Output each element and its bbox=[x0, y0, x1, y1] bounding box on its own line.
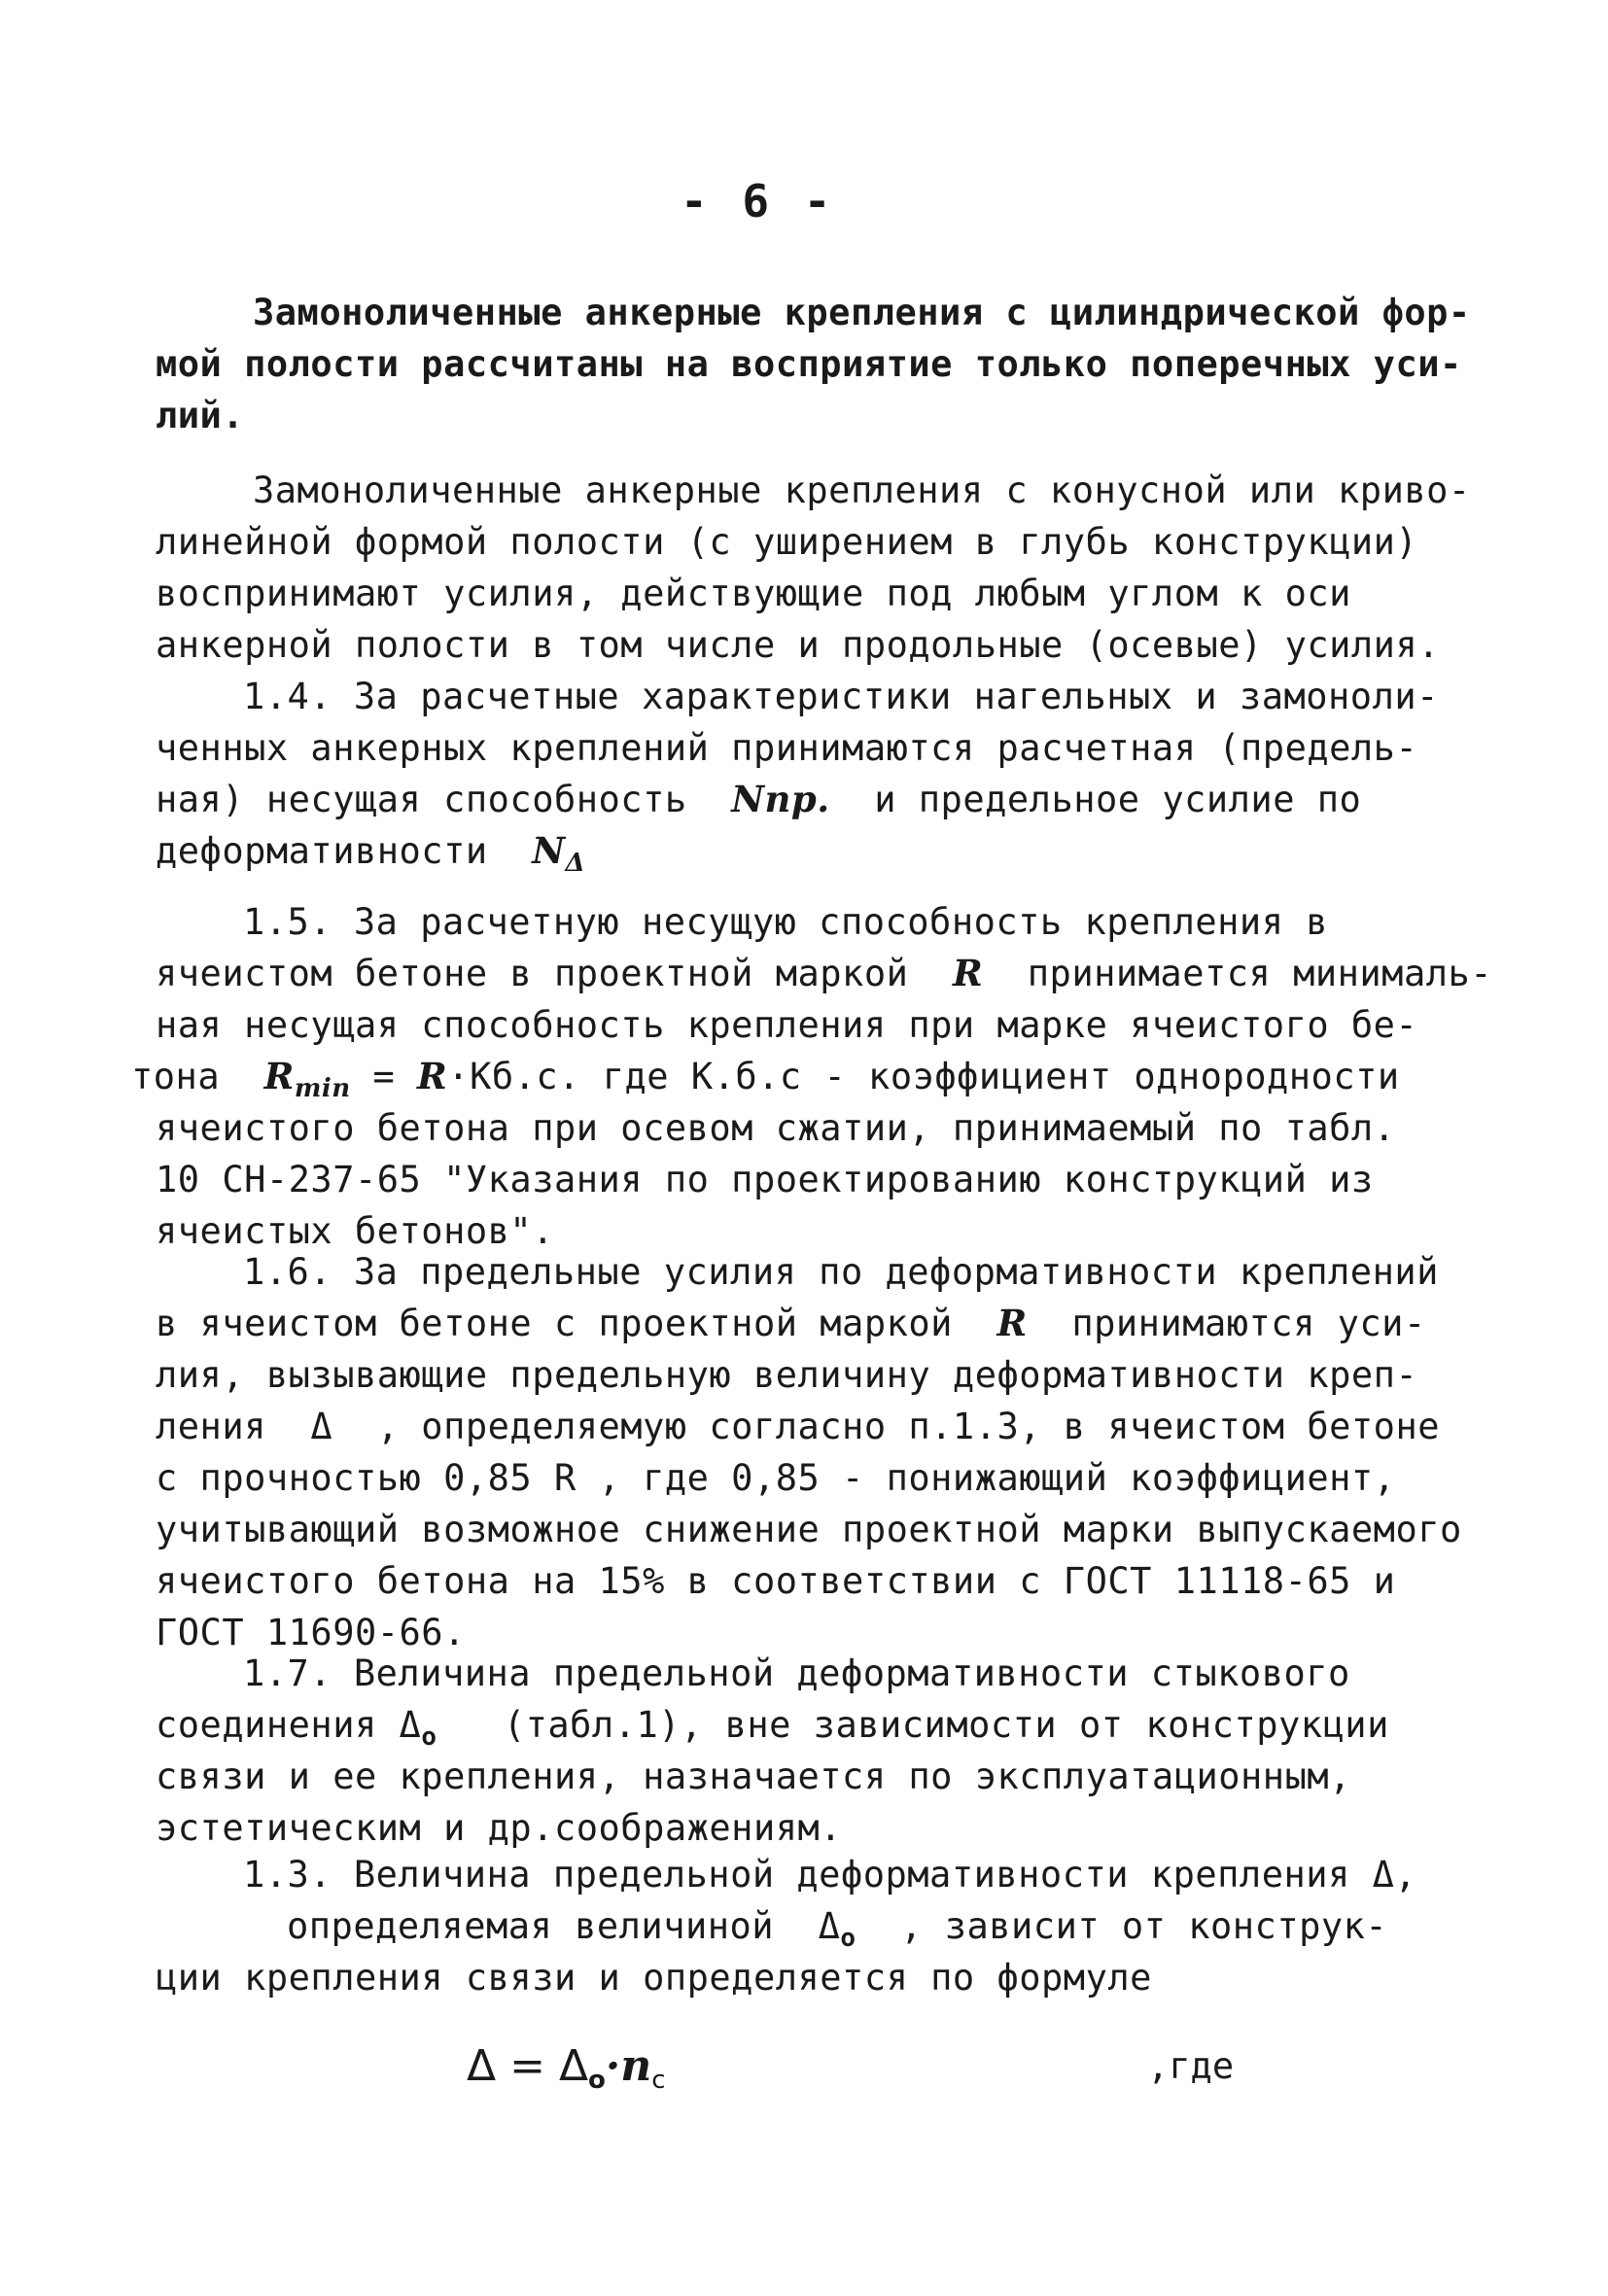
text-line: связи и ее крепления, назначается по эксплуатационным, bbox=[156, 1756, 1351, 1797]
text-line: 1.7. Величина предельной деформативности стыкового bbox=[243, 1652, 1350, 1694]
text-fragment: = bbox=[350, 1056, 418, 1097]
text-line: ГОСТ 11690-66. bbox=[156, 1612, 466, 1653]
text-fragment: тона bbox=[131, 1056, 221, 1097]
text-fragment: соединения bbox=[156, 1704, 377, 1746]
text-line: ная несущая способность крепления при марке ячеистого бе- bbox=[156, 1004, 1418, 1046]
text-line: эстетическим и др.соображениям. bbox=[156, 1807, 843, 1849]
text-fragment: принимается минималь- bbox=[1027, 953, 1493, 994]
text-fragment: , зависит от конструк- bbox=[900, 1905, 1388, 1947]
text-line: лий. bbox=[156, 395, 245, 436]
text-line: анкерной полости в том числе и продольные (осевые) усилия. bbox=[156, 624, 1441, 666]
text-line bbox=[156, 948, 1493, 999]
text-line: мой полости рассчитаны на восприятие только поперечных уси- bbox=[156, 343, 1462, 385]
text-line bbox=[156, 825, 1458, 877]
paragraph-1-4 bbox=[156, 671, 1458, 877]
paragraph-2 bbox=[156, 465, 1471, 671]
text-fragment: в ячеистом бетоне с проектной маркой bbox=[156, 1303, 953, 1344]
text-line: линейной формой полости (с уширением в глубь конструкции) bbox=[156, 521, 1418, 563]
symbol-r-min: $R_{min}$ bbox=[263, 1055, 351, 1103]
text-line: ции крепления связи и определяется по формуле bbox=[156, 1957, 1152, 1999]
text-fragment: определяемая величиной bbox=[287, 1905, 775, 1947]
text-line: ячеистого бетона на 15% в соответствии с ГОСТ 11118-65 и bbox=[156, 1560, 1396, 1602]
text-fragment: (табл.1), вне зависимости от конструкции bbox=[503, 1704, 1389, 1746]
text-line: 1.5. За расчетную несущую способность крепления в bbox=[243, 901, 1329, 943]
symbol-n-delta: $N_\Delta$ bbox=[532, 829, 586, 878]
formula bbox=[467, 2041, 1439, 2109]
paragraph-1-7 bbox=[156, 1648, 1458, 1854]
text-line: 1.4. За расчетные характеристики нагельных и замоноли- bbox=[243, 676, 1439, 717]
text-line: Замоноличенные анкерные крепления с конусной или криво- bbox=[253, 470, 1471, 511]
text-line: Замоноличенные анкерные крепления с цилиндрической фор- bbox=[253, 292, 1471, 333]
formula-where: ,где bbox=[1147, 2045, 1235, 2087]
text-line: ячеистого бетона при осевом сжатии, принимаемый по табл. bbox=[156, 1107, 1396, 1149]
text-line bbox=[156, 1298, 1458, 1349]
symbol-delta-0: $\Delta_о$ bbox=[399, 1704, 437, 1752]
text-line: ления Δ , определяемую согласно п.1.3, в ячеистом бетоне bbox=[156, 1406, 1441, 1447]
symbol-delta-0: $\Delta_о$ bbox=[818, 1905, 856, 1953]
text-fragment: деформативности bbox=[156, 830, 488, 872]
symbol-r: R bbox=[952, 952, 984, 994]
text-line: воспринимают усилия, действующие под любым углом к оси bbox=[156, 573, 1351, 614]
text-fragment: и предельное усилие по bbox=[874, 779, 1362, 820]
text-line bbox=[156, 1900, 1458, 1952]
text-line: 1.6. За предельные усилия по деформативности креплений bbox=[243, 1251, 1439, 1293]
text-line bbox=[156, 774, 1458, 825]
text-line bbox=[156, 1699, 1458, 1751]
text-line: 1.3. Величина предельной деформативности крепления Δ, bbox=[243, 1854, 1417, 1896]
symbol-n-pr: Nпр. bbox=[731, 778, 830, 820]
text-line: ченных анкерных креплений принимаются расчетная (предель- bbox=[156, 727, 1418, 769]
paragraph-1-6 bbox=[156, 1246, 1462, 1658]
page-number: - 6 - bbox=[681, 175, 835, 227]
text-fragment: ная) несущая способность bbox=[156, 779, 687, 820]
text-line: учитывающий возможное снижение проектной марки выпускаемого bbox=[156, 1509, 1462, 1550]
paragraph-1-5 bbox=[131, 896, 1493, 1257]
text-fragment: ·Кб.с. где К.б.с - коэффициент однородности bbox=[447, 1056, 1400, 1097]
formula-expression: $\Delta = \Delta_о\cdot n_c$ bbox=[467, 2041, 666, 2095]
text-line: 10 СН-237-65 "Указания по проектированию конструкций из bbox=[156, 1159, 1374, 1200]
text-line: лия, вызывающие предельную величину деформативности креп- bbox=[156, 1354, 1418, 1396]
paragraph-1 bbox=[156, 287, 1471, 441]
symbol-r: R bbox=[996, 1302, 1028, 1344]
text-line bbox=[131, 1051, 1458, 1102]
text-line: с прочностью 0,85 R , где 0,85 - понижающий коэффициент, bbox=[156, 1457, 1396, 1499]
text-fragment: принимаются уси- bbox=[1071, 1303, 1426, 1344]
paragraph-1-3 bbox=[156, 1849, 1458, 2003]
text-fragment: ячеистом бетоне в проектной маркой bbox=[156, 953, 909, 994]
text-line: ячеистых бетонов". bbox=[156, 1210, 554, 1252]
symbol-r: R bbox=[417, 1055, 448, 1097]
